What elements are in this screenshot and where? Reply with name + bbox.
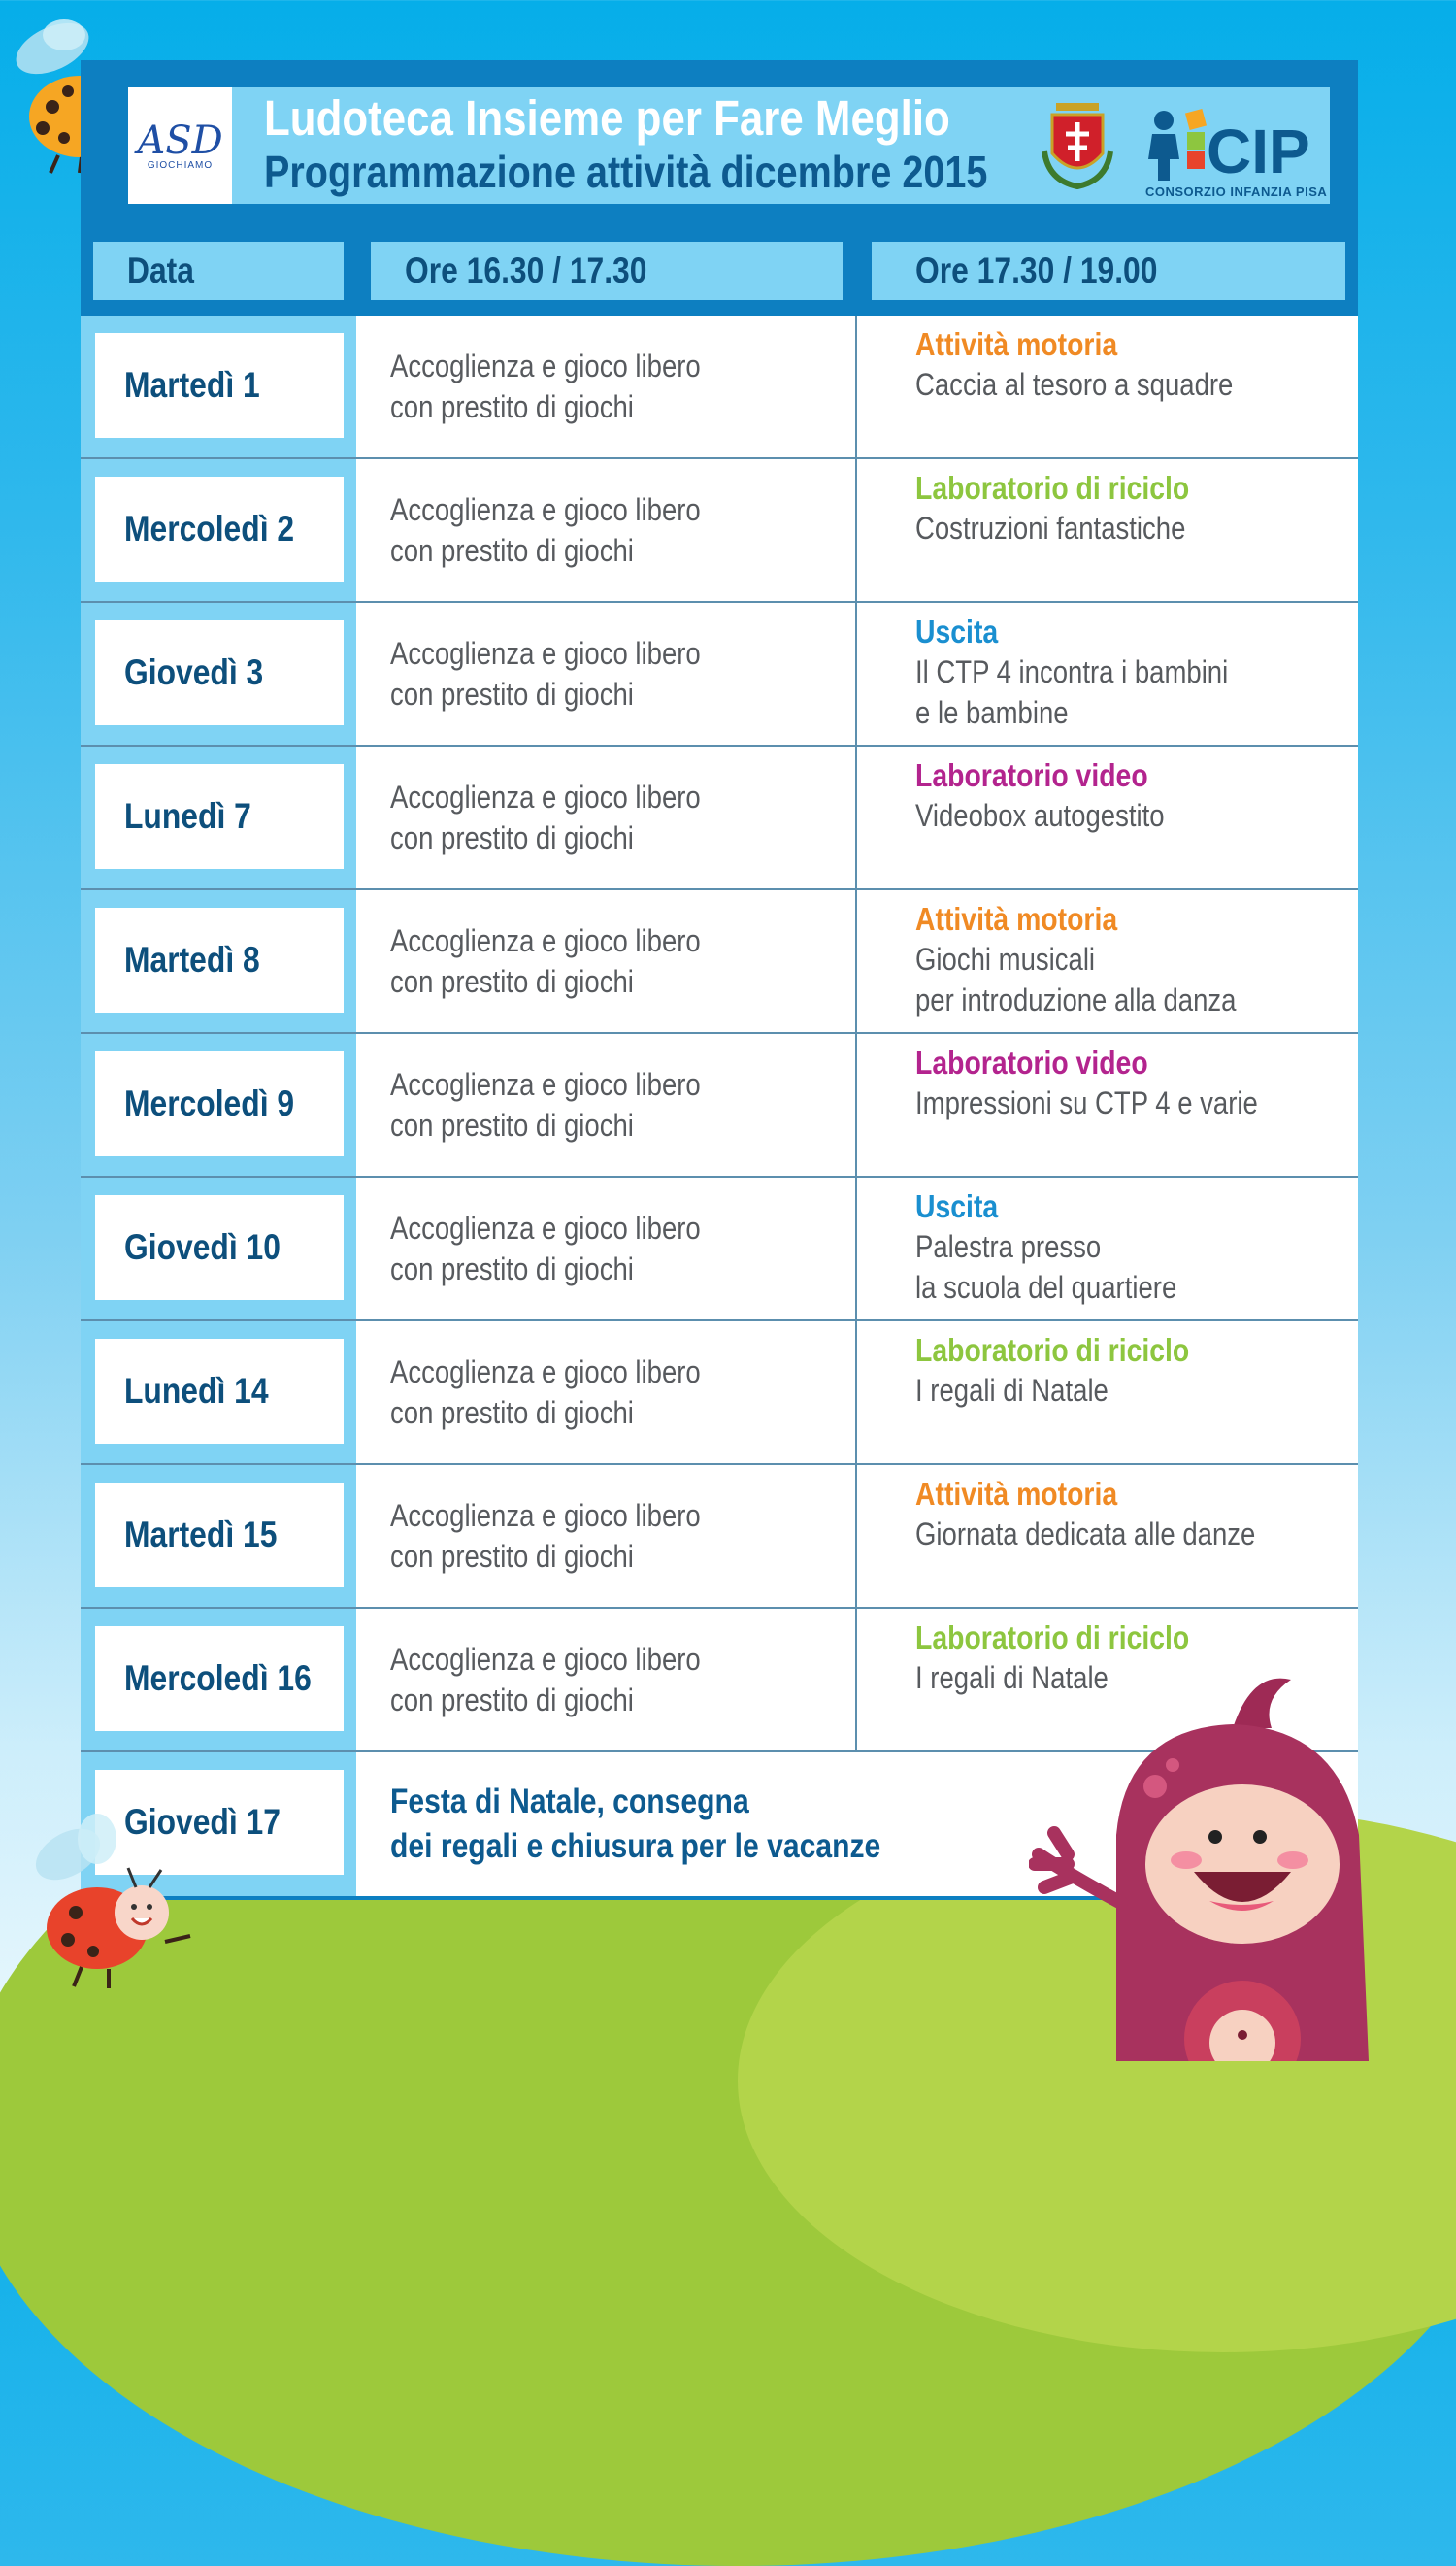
- activity-category: Laboratorio video: [915, 1045, 1148, 1081]
- date-box: [95, 1051, 344, 1156]
- activity-description: Impressioni su CTP 4 e varie: [915, 1085, 1258, 1120]
- activity-description: Palestra presso la scuola del quartiere: [915, 1229, 1177, 1305]
- date-box: [95, 764, 344, 869]
- date-label: Martedì 15: [124, 1515, 278, 1554]
- column-header-slot1: Ore 16.30 / 17.30: [371, 242, 843, 300]
- date-cell: [81, 459, 356, 601]
- asd-logo-sub: GIOCHIAMO: [147, 159, 214, 171]
- activity-category: Laboratorio di riciclo: [915, 1619, 1190, 1655]
- date-box: [95, 1195, 344, 1300]
- slot2-cell: [857, 890, 1358, 1032]
- slot2-cell: [857, 316, 1358, 457]
- date-label: Lunedì 7: [124, 796, 251, 836]
- date-box: [95, 908, 344, 1013]
- asd-logo-text: ASD: [137, 117, 223, 163]
- activity-category: Laboratorio video: [915, 757, 1148, 793]
- slot1-cell: [356, 459, 857, 601]
- slot1-text: Accoglienza e gioco libero con prestito di giochi: [390, 923, 701, 999]
- date-cell: [81, 1034, 356, 1176]
- table-row: [81, 1465, 1358, 1609]
- ladybug-character-bottom-icon: [19, 1806, 194, 1990]
- date-cell: [81, 747, 356, 888]
- slot1-cell: [356, 1321, 857, 1463]
- table-row: [81, 747, 1358, 890]
- activity-description: I regali di Natale: [915, 1660, 1109, 1695]
- date-box: [95, 333, 344, 438]
- slot1-text: Accoglienza e gioco libero con prestito di giochi: [390, 1211, 701, 1286]
- date-label: Mercoledì 2: [124, 509, 295, 549]
- slot1-cell: [356, 603, 857, 745]
- date-box: [95, 1626, 344, 1731]
- slot1-text: Accoglienza e gioco libero con prestito di giochi: [390, 636, 701, 712]
- cip-logo-icon: [1141, 91, 1328, 199]
- table-row: [81, 1034, 1358, 1178]
- slot1-text: Accoglienza e gioco libero con prestito di giochi: [390, 1498, 701, 1574]
- slot1-text: Accoglienza e gioco libero con prestito di giochi: [390, 1067, 701, 1143]
- slot1-cell: [356, 316, 857, 457]
- activity-description: Giochi musicali per introduzione alla danza: [915, 942, 1237, 1017]
- activity-description: Il CTP 4 incontra i bambini e le bambine: [915, 654, 1229, 730]
- date-box: [95, 1339, 344, 1444]
- date-box: [95, 620, 344, 725]
- table-row: [81, 459, 1358, 603]
- column-header-date: Data: [93, 242, 344, 300]
- slot1-text: Accoglienza e gioco libero con prestito di giochi: [390, 349, 701, 424]
- cip-caption: CONSORZIO INFANZIA PISA: [1145, 184, 1328, 199]
- slot1-cell: [356, 1465, 857, 1607]
- date-cell: [81, 316, 356, 457]
- activity-category: Attività motoria: [915, 326, 1118, 362]
- table-row: [81, 890, 1358, 1034]
- slot2-cell: [857, 1321, 1358, 1463]
- date-label: Martedì 1: [124, 365, 260, 405]
- table-row: [81, 316, 1358, 459]
- date-label: Lunedì 14: [124, 1371, 269, 1411]
- activity-category: Laboratorio di riciclo: [915, 1332, 1190, 1368]
- cip-logo-text: CIP: [1207, 117, 1310, 186]
- activity-description: I regali di Natale: [915, 1373, 1109, 1408]
- activity-description: Videobox autogestito: [915, 798, 1165, 833]
- activity-category: Uscita: [915, 1188, 999, 1224]
- slot1-cell: [356, 747, 857, 888]
- slot1-text: Accoglienza e gioco libero con prestito di giochi: [390, 492, 701, 568]
- activity-description: Giornata dedicata alle danze: [915, 1516, 1256, 1551]
- date-label: Giovedì 3: [124, 652, 264, 692]
- slot2-cell: [857, 1034, 1358, 1176]
- table-row: [81, 1321, 1358, 1465]
- slot2-cell: [857, 459, 1358, 601]
- date-cell: [81, 603, 356, 745]
- date-box: [95, 477, 344, 582]
- slot2-cell: [857, 1465, 1358, 1607]
- date-label: Mercoledì 16: [124, 1658, 312, 1698]
- final-event-text: Festa di Natale, consegna dei regali e chiusura per le vacanze: [390, 1783, 881, 1865]
- slot1-cell: [356, 890, 857, 1032]
- slot1-cell: [356, 1609, 857, 1750]
- table-row: [81, 1178, 1358, 1321]
- page-title: Ludoteca Insieme per Fare Meglio: [264, 90, 950, 146]
- activity-category: Laboratorio di riciclo: [915, 470, 1190, 506]
- column-header-slot2: Ore 17.30 / 19.00: [872, 242, 1345, 300]
- date-label: Giovedì 17: [124, 1802, 281, 1842]
- slot2-cell: [857, 603, 1358, 745]
- activity-description: Costruzioni fantastiche: [915, 511, 1186, 546]
- asd-logo: [128, 87, 232, 204]
- date-cell: [81, 1178, 356, 1319]
- activity-category: Attività motoria: [915, 901, 1118, 937]
- date-cell: [81, 1609, 356, 1750]
- activity-category: Uscita: [915, 614, 999, 650]
- purple-monster-character-icon: [1029, 1670, 1456, 2061]
- slot1-cell: [356, 1034, 857, 1176]
- pisa-crest-icon: [1039, 93, 1116, 190]
- date-cell: [81, 1321, 356, 1463]
- table-row: [81, 603, 1358, 747]
- slot2-cell: [857, 1178, 1358, 1319]
- date-label: Martedì 8: [124, 940, 260, 980]
- activity-category: Attività motoria: [915, 1476, 1118, 1512]
- slot1-cell: [356, 1178, 857, 1319]
- page-subtitle: Programmazione attività dicembre 2015: [264, 147, 988, 197]
- slot1-text: Accoglienza e gioco libero con prestito di giochi: [390, 1642, 701, 1717]
- date-cell: [81, 1465, 356, 1607]
- date-label: Giovedì 10: [124, 1227, 281, 1267]
- date-box: [95, 1483, 344, 1587]
- activity-description: Caccia al tesoro a squadre: [915, 367, 1234, 402]
- slot1-text: Accoglienza e gioco libero con prestito di giochi: [390, 780, 701, 855]
- date-cell: [81, 890, 356, 1032]
- slot2-cell: [857, 747, 1358, 888]
- schedule-table: [81, 316, 1358, 1896]
- date-label: Mercoledì 9: [124, 1083, 295, 1123]
- slot1-text: Accoglienza e gioco libero con prestito di giochi: [390, 1354, 701, 1430]
